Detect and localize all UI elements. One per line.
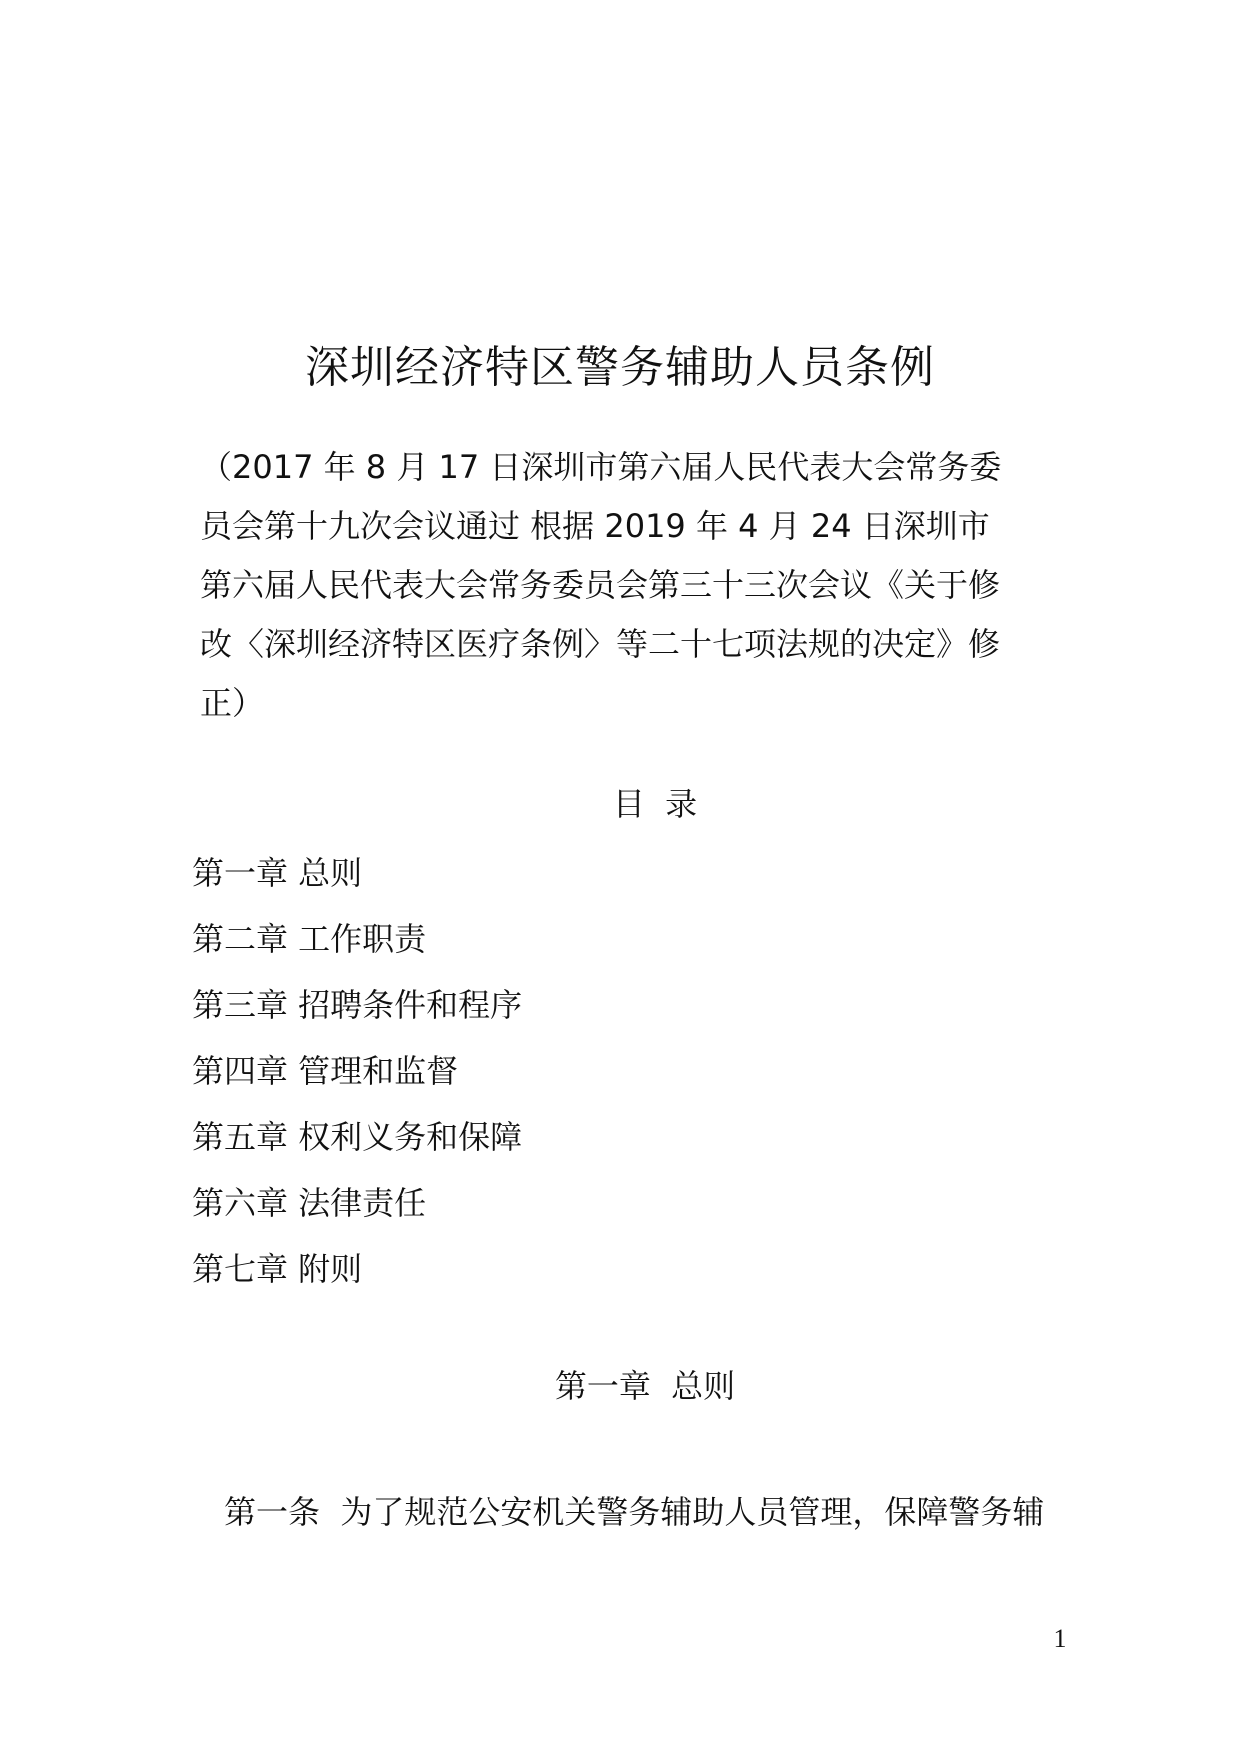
- document-title: 深圳经济特区警务辅助人员条例: [305, 342, 935, 393]
- toc-item-chapter-1: 第一章 总则: [192, 854, 363, 892]
- toc-item-chapter-2: 第二章 工作职责: [192, 920, 427, 958]
- chapter-heading: 第一章 总则: [554, 1367, 736, 1405]
- document-subtitle: （2017 年 8 月 17 日深圳市第六届人民代表大会常务委 员会第十九次会议通过 根据 2019 年 4 月 24 日深圳市 第六届人民代表大会常务委员会第三十三次会议《关于修 改〈深圳经济特区医疗条例〉等二十七项法规的决定》修 正）: [200, 448, 1002, 722]
- page-number: 1: [1053, 1624, 1067, 1653]
- toc-heading: 目 录: [612, 785, 698, 823]
- toc-item-chapter-4: 第四章 管理和监督: [192, 1052, 459, 1090]
- article-paragraph: 第一条 为了规范公安机关警务辅助人员管理，保障警务辅: [224, 1493, 1045, 1531]
- toc-item-chapter-7: 第七章 附则: [192, 1250, 363, 1288]
- toc-item-chapter-6: 第六章 法律责任: [192, 1184, 427, 1222]
- toc-item-chapter-3: 第三章 招聘条件和程序: [192, 986, 523, 1024]
- table-of-contents: [192, 840, 892, 1302]
- toc-item-chapter-5: 第五章 权利义务和保障: [192, 1118, 523, 1156]
